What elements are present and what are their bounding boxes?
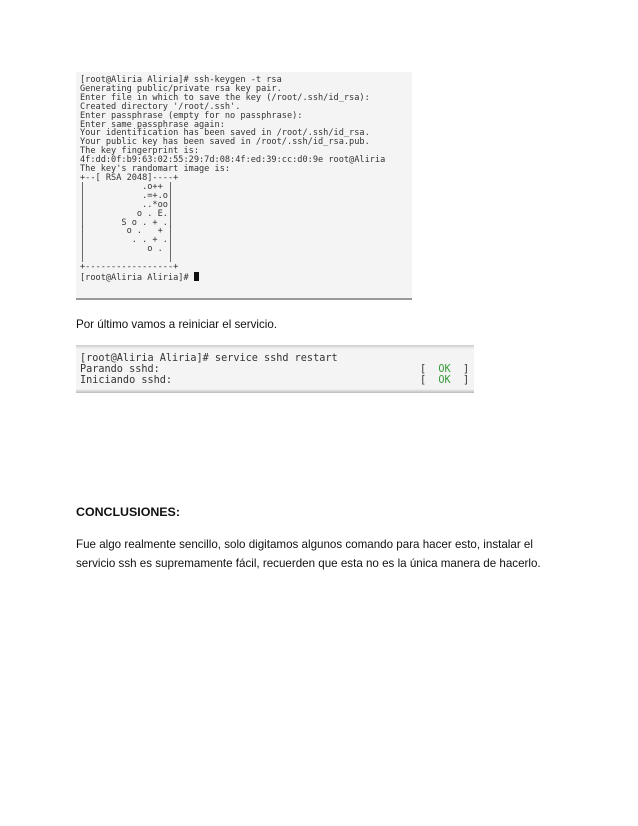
restart-intro-paragraph: Por último vamos a reiniciar el servicio. [76, 318, 278, 331]
ok-text-start: OK [438, 375, 451, 386]
conclusions-heading: CONCLUSIONES: [76, 505, 180, 519]
terminal-cursor [194, 272, 199, 281]
cropped-line-bottom [76, 389, 474, 393]
terminal-prompt: [root@Aliria Aliria]# [80, 272, 194, 283]
terminal-lines: [root@Aliria Aliria]# ssh-keygen -t rsa Generating public/private rsa key pair. Enter file in which to save the key (/root/.ssh/id_rsa): Created directory '/root/.ssh'. Enter passphrase (empty for no passphrase): Enter same passphrase again: Your identification has been saved in /root/.ssh/id_rsa. Your public key has been saved in /root/.ssh/id_rsa.pub. The key fingerprint is: 4f:dd:0f:b9:63:02:55:29:7d:08:4f:ed:39:cc:d0:9e root@Aliria The key's randomart image is: +--[ RSA 2048]----+ | .o++ | | .=+.o| | ..*oo| | o . E.| | S o . + .| | o . + | | . . + .| | o . | | | +-----------------+ [80, 75, 386, 273]
ok-text-stop: OK [438, 364, 451, 375]
terminal-output [76, 72, 412, 283]
status-label-start: Iniciando sshd: [80, 375, 173, 386]
conclusions-paragraph: Fue algo realmente sencillo, solo digitamos algunos comando para hacer esto, instalar el servicio ssh es supremamente fácil, recuerden que esta no es la única manera de hacerlo. [76, 538, 541, 570]
status-label-stop: Parando sshd: [80, 364, 160, 375]
sshd-restart-terminal-screenshot [76, 345, 474, 393]
status-row-stop [80, 364, 172, 375]
status-row-start [80, 375, 172, 386]
status-ok-stop: [ OK ] [420, 364, 470, 375]
service-status-rows [80, 364, 172, 386]
cropped-line-top [76, 345, 474, 349]
ssh-keygen-terminal-screenshot [76, 72, 412, 300]
restart-command: [root@Aliria Aliria]# service sshd restart [80, 353, 338, 364]
status-ok-start: [ OK ] [420, 375, 470, 386]
